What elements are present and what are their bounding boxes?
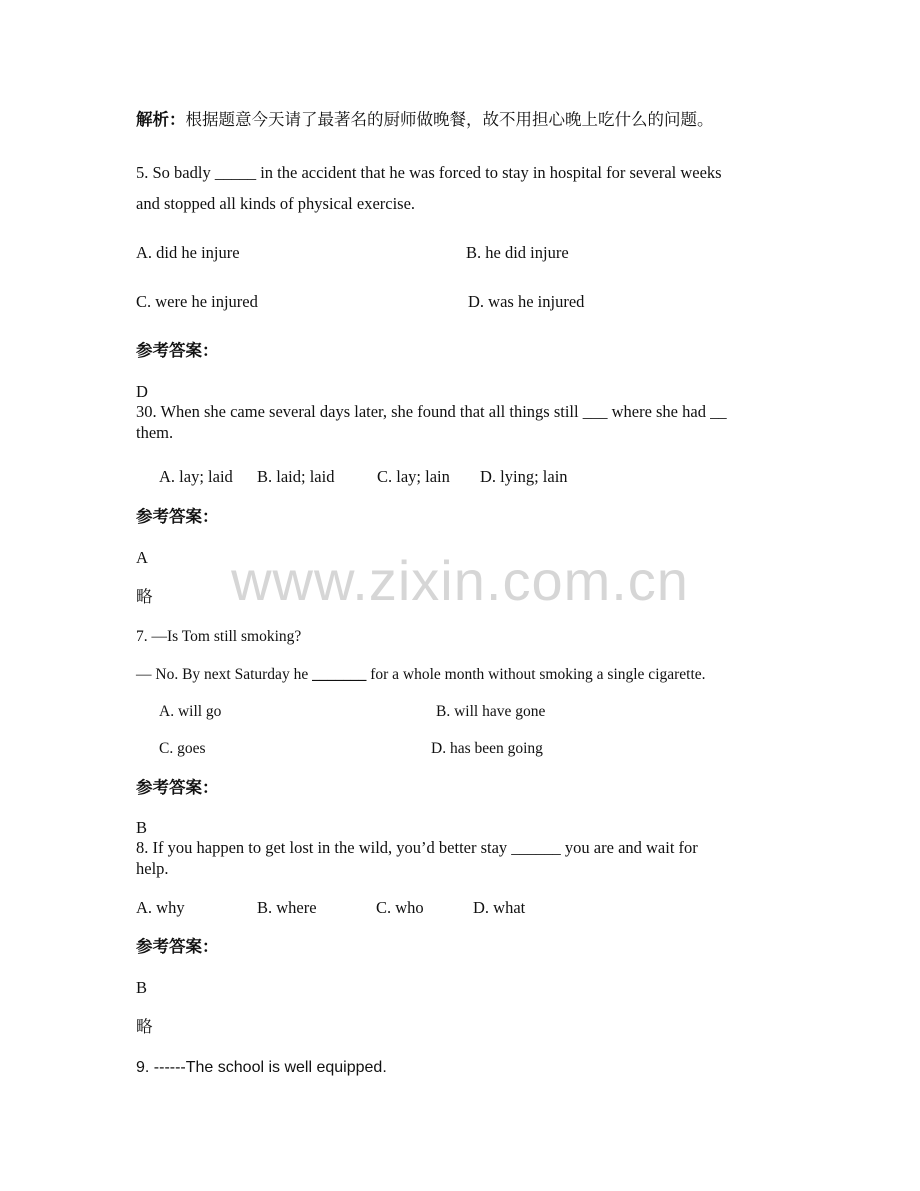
q7-option-c: C. goes [159,740,206,757]
q30-option-a: A. lay; laid [159,467,233,486]
q8-answer-label: 参考答案： [136,937,219,956]
q5-answer: D [136,382,148,401]
q30-stem-line2: them. [136,423,174,442]
q7-stem-post: for a whole month without smoking a single cigarette. [366,666,706,683]
q5-answer-label: 参考答案： [136,341,219,360]
q7-blank: _______ [312,666,367,683]
analysis-label: 解析： [136,110,186,129]
q30-note: 略 [136,587,153,606]
q5-option-d: D. was he injured [468,292,585,311]
q8-option-a: A. why [136,898,185,917]
q30-answer: A [136,548,148,567]
q8-option-c: C. who [376,898,424,917]
q30-option-d: D. lying; lain [480,467,568,486]
q5-stem-line2: and stopped all kinds of physical exercise. [136,194,416,213]
analysis-line [136,110,714,130]
q5-stem-line1: 5. So badly _____ in the accident that he was forced to stay in hospital for several weeks [136,163,722,182]
q7-option-a: A. will go [159,703,222,720]
q8-answer: B [136,978,148,997]
q30-option-c: C. lay; lain [377,467,450,486]
q7-option-d: D. has been going [431,740,543,757]
q8-stem-line2: help. [136,859,169,878]
q5-option-b: B. he did injure [466,243,569,262]
q7-stem-line2 [136,666,706,685]
q7-answer-label: 参考答案： [136,778,219,797]
q7-stem-line1: 7. —Is Tom still smoking? [136,628,302,645]
q30-option-b: B. laid; laid [257,467,335,486]
q8-option-b: B. where [257,898,317,917]
q5-option-a: A. did he injure [136,243,240,262]
q5-option-c: C. were he injured [136,292,258,311]
watermark: www.zixin.com.cn [231,549,689,612]
q7-stem-pre: — No. By next Saturday he [136,666,313,683]
q8-note: 略 [136,1017,153,1036]
q7-option-b: B. will have gone [436,703,546,720]
q8-option-d: D. what [473,898,526,917]
q8-stem-line1: 8. If you happen to get lost in the wild, you’d better stay ______ you are and wait for [136,838,698,857]
q9-stem-line1: 9. ------The school is well equipped. [136,1059,387,1076]
q30-answer-label: 参考答案： [136,507,219,526]
q30-stem-line1: 30. When she came several days later, she found that all things still ___ where she had __ [136,402,727,421]
q7-answer: B [136,818,148,837]
analysis-text: 根据题意今天请了最著名的厨师做晚餐，故不用担心晚上吃什么的问题。 [185,110,714,129]
